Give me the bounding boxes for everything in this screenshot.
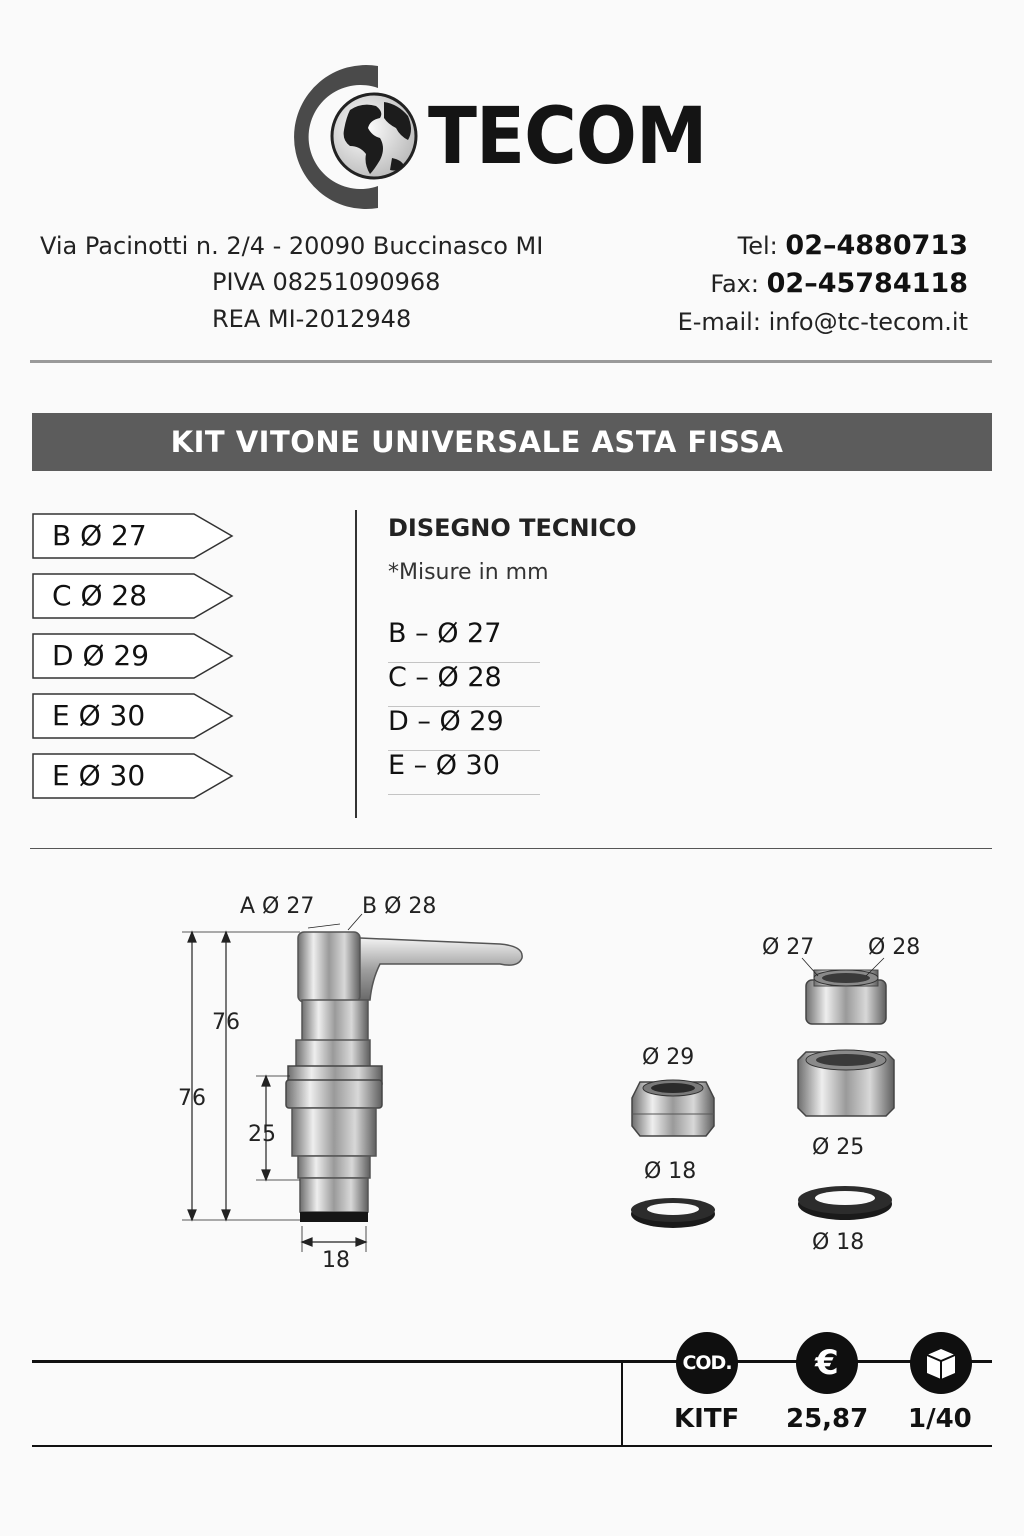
size-tag — [32, 513, 242, 559]
measure-row: B – Ø 27 — [388, 618, 540, 663]
contact-fax — [710, 268, 968, 299]
contact-tel — [738, 230, 968, 261]
code-icon — [676, 1332, 738, 1394]
pack-quantity: 1/40 — [908, 1404, 972, 1434]
tel-label: Tel: — [737, 232, 778, 260]
dim-total-outer: 76 — [178, 1086, 206, 1111]
dim-mid: 25 — [248, 1122, 276, 1147]
box-icon — [910, 1332, 972, 1394]
dim-width: 18 — [322, 1248, 350, 1273]
size-tag-label: B Ø 27 — [52, 519, 147, 552]
size-tag-label: E Ø 30 — [52, 699, 146, 732]
dim-total-inner: 76 — [212, 1010, 240, 1035]
label-b-diameter: B Ø 28 — [362, 894, 437, 919]
label-top-nut-left: Ø 27 — [762, 935, 815, 960]
top-nut-image — [806, 970, 886, 1024]
valve-spindle-image — [286, 932, 522, 1222]
small-nut-image — [632, 1080, 714, 1136]
footer-bottom-rule — [32, 1445, 992, 1447]
product-price: 25,87 — [786, 1404, 869, 1434]
euro-icon — [796, 1332, 858, 1394]
label-top-nut-right: Ø 28 — [868, 935, 921, 960]
size-tag — [32, 573, 242, 619]
technical-note: *Misure in mm — [388, 560, 549, 585]
label-large-nut: Ø 25 — [812, 1135, 865, 1160]
company-piva: PIVA 08251090968 — [212, 268, 441, 296]
measure-row: C – Ø 28 — [388, 662, 540, 707]
size-tag — [32, 753, 242, 799]
euro-icon-text: € — [815, 1343, 839, 1383]
label-small-washer: Ø 18 — [644, 1159, 697, 1184]
label-a-diameter: A Ø 27 — [240, 894, 315, 919]
fax-label: Fax: — [710, 270, 759, 298]
contact-email — [678, 308, 968, 336]
brand-name: TECOM — [428, 92, 707, 182]
size-tag-label: C Ø 28 — [52, 579, 148, 612]
fax-value: 02–45784118 — [766, 268, 968, 299]
company-rea: REA MI-2012948 — [212, 305, 412, 333]
product-title: KIT VITONE UNIVERSALE ASTA FISSA — [170, 425, 784, 459]
large-nut-image — [798, 1050, 894, 1116]
label-small-nut: Ø 29 — [642, 1045, 695, 1070]
small-washer-image — [631, 1198, 715, 1228]
code-icon-text: COD. — [682, 1352, 732, 1374]
measure-row: D – Ø 29 — [388, 706, 540, 751]
size-tag — [32, 693, 242, 739]
email-label: E-mail: — [677, 308, 761, 336]
size-tag — [32, 633, 242, 679]
section-divider — [30, 848, 992, 849]
large-washer-image — [798, 1186, 892, 1220]
size-tag-label: E Ø 30 — [52, 759, 146, 792]
product-title-bar — [32, 413, 992, 471]
footer-vertical-rule — [621, 1362, 623, 1446]
email-value[interactable]: info@tc-tecom.it — [768, 308, 968, 336]
size-tag-label: D Ø 29 — [52, 639, 150, 672]
company-address: Via Pacinotti n. 2/4 - 20090 Buccinasco MI — [40, 232, 544, 260]
product-code: KITF — [674, 1404, 740, 1434]
header-divider — [30, 360, 992, 363]
tel-value[interactable]: 02–4880713 — [785, 230, 968, 261]
technical-heading: DISEGNO TECNICO — [388, 514, 637, 542]
section-vertical-divider — [355, 510, 357, 818]
measure-row: E – Ø 30 — [388, 750, 540, 795]
label-large-washer: Ø 18 — [812, 1230, 865, 1255]
